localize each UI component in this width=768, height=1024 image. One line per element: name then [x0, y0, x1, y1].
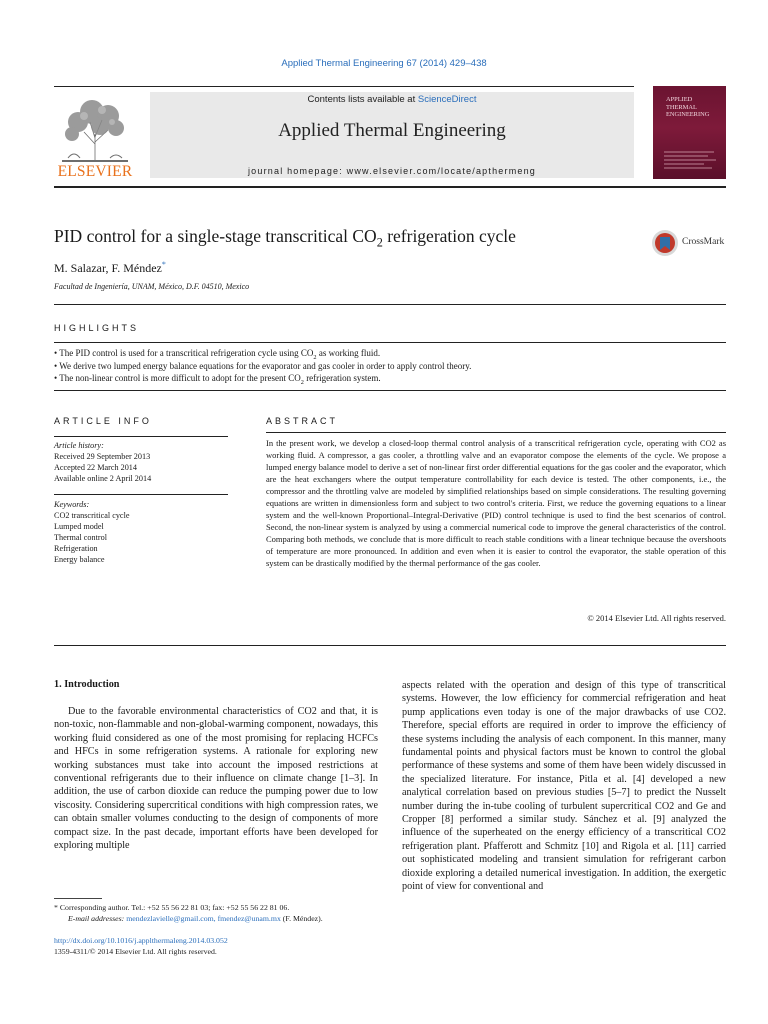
highlight-item: • The PID control is used for a transcritical refrigeration cycle using $CO_2$ as working fluid.	[54, 348, 381, 361]
authors	[54, 260, 166, 276]
cover-title-line: ENGINEERING	[666, 111, 710, 119]
header-top-rule	[54, 86, 634, 87]
divider	[54, 390, 726, 391]
divider	[54, 494, 228, 495]
doi-block	[54, 936, 228, 957]
title-text: PID control for a single-stage transcritical CO	[54, 226, 377, 246]
footnote-contact: * Corresponding author. Tel.: +52 55 56 22 81 03; fax: +52 55 56 22 81 06.	[54, 903, 290, 912]
title-text-end: refrigeration cycle	[382, 226, 516, 246]
doi-link[interactable]: http://dx.doi.org/10.1016/j.applthermaleng.2014.03.052	[54, 936, 228, 945]
corresponding-author-mark[interactable]: *	[161, 260, 166, 269]
divider	[54, 342, 726, 343]
highlights-list	[54, 347, 726, 385]
article-info-heading: ARTICLE INFO	[54, 416, 152, 426]
header-bottom-rule	[54, 186, 726, 188]
article-history	[54, 440, 228, 484]
email-label: E-mail addresses:	[68, 914, 127, 923]
keyword: Refrigeration	[54, 544, 98, 553]
email-suffix: (F. Méndez).	[280, 914, 323, 923]
journal-citation[interactable]: Applied Thermal Engineering 67 (2014) 429–438	[281, 58, 487, 69]
email-links[interactable]: mendezlavielle@gmail.com, fmendez@unam.mx	[126, 914, 281, 923]
journal-homepage[interactable]: journal homepage: www.elsevier.com/locate/apthermeng	[247, 166, 537, 176]
crossmark-icon	[651, 228, 679, 258]
highlight-item: • The non-linear control is more difficult to adopt for the present $CO_2$ refrigeration system.	[54, 373, 381, 386]
divider	[54, 436, 228, 437]
section-heading: 1. Introduction	[54, 679, 120, 690]
sciencedirect-link[interactable]: ScienceDirect	[417, 94, 477, 105]
abstract-heading: ABSTRACT	[266, 416, 339, 426]
keywords-block	[54, 499, 228, 565]
cover-title	[666, 96, 726, 119]
crossmark-label: CrossMark	[682, 237, 725, 247]
journal-title: Applied Thermal Engineering	[278, 120, 506, 141]
cover-title-line: APPLIED	[666, 96, 693, 103]
received-date: Received 29 September 2013	[54, 452, 151, 461]
online-date: Available online 2 April 2014	[54, 474, 152, 483]
divider	[54, 645, 726, 646]
history-label: Article history:	[54, 441, 104, 450]
body-text-left-column: Due to the favorable environmental characteristics of CO2 and that, it is non-toxic, non-flammable and non-global-warming component, nowadays, this working fluid considered as one of the most promising for replacing HCFCs and HFCs in some refrigeration systems. A rationale for exploring new working substances must take into account the imposed restrictions at conventional refrigerants due to their influence on climate change [1–3]. In addition, the use of carbon dioxide can reduce the pumping power due to low viscosity. Considering supercritical conditions with high compression rates, we can obtain smaller volumes conducting to the design of components of more compact size. In the past decade, important efforts have been developed for exploring multiple	[54, 706, 378, 852]
highlights-heading: HIGHLIGHTS	[54, 323, 140, 333]
abstract-text: In the present work, we develop a closed-loop thermal control analysis of a transcritical refrigeration cycle, operating with CO2 as working fluid. A compressor, a gas cooler, a throttling valve and an evaporator compose the elements of the cycle. We propose a lumped energy balance model to derive a set of non-linear first order differential equations for the gas cooler and the evaporator, which are the heat exchangers where the output temperature controllability for each device is tested. The other components, i.e., the compressor and the throttling valve are modeled by simplified relationships based on simple considerations. The resulting governing equations are written in dimensionless form and subject to two control's criteria. First, we reduce the governing equations to a linear system and the well-known Proportional–Integral-Derivative (PID) control technique is used to find the best scenarios of control. Second, the non-linear system is analyzed by using a commercial numerical code to improve the general characteristics of the control. Comparing both methods, we conclude that is more difficult to reach stable conditions with a linear technique because the overshoots of temperature are more pronounced. In addition and even when it is easier to control the evaporator, the stable operation of this system can be drastically modified by the thermal performance of the gas cooler.	[266, 438, 726, 569]
keyword: Thermal control	[54, 533, 107, 542]
keyword: Energy balance	[54, 555, 105, 564]
affiliation: Facultad de Ingeniería, UNAM, México, D.F. 04510, Mexico	[54, 282, 250, 291]
title-subscript: 2	[376, 235, 383, 250]
highlight-item: • We derive two lumped energy balance equations for the evaporator and gas cooler in order to apply control theory.	[54, 360, 472, 371]
cover-title-line: THERMAL	[666, 103, 697, 111]
body-text-right-column: aspects related with the operation and design of this type of transcritical systems. However, the low efficiency for commercial refrigeration and heat pump applications even today is one of the major drawbacks of use CO2. Therefore, special efforts are required in order to improve the efficiency of these systems including the analysis of each component. In this manner, many fundamental points and physical factors must be known to control the global performance of these systems and some of them have been widely discussed in the specialized literature. For instance, Pitla et al. [4] developed a new analytical correlation based on previous studies [5–7] to predict the Nusselt number during the in-tube cooling of turbulent supercritical CO2 and Ge and Cropper [8] performed a similar study. Sánchez et al. [9] analyzed the influence of the superheated on the energy efficiency of a transcritical CO2 refrigeration plant. Pfafferott and Schmitz [10] and Rigola et al. [11] carried out sophisticated modeling and transient simulation for refrigerant carbon dioxide exploring a detailed numerical investigation. In addition, the exergetic point of view for conventional and	[402, 680, 726, 893]
article-title	[54, 226, 634, 250]
footnote	[54, 902, 384, 924]
author-names: M. Salazar, F. Méndez	[54, 261, 162, 275]
contents-prefix: Contents lists available at	[307, 94, 418, 105]
cover-decoration	[664, 150, 718, 172]
divider	[266, 432, 726, 433]
divider	[54, 304, 726, 305]
keyword: CO2 transcritical cycle	[54, 511, 130, 520]
footnote-rule	[54, 898, 102, 899]
issn-line: 1359-4311/© 2014 Elsevier Ltd. All rights reserved.	[54, 946, 217, 956]
accepted-date: Accepted 22 March 2014	[54, 463, 137, 472]
abstract-copyright: © 2014 Elsevier Ltd. All rights reserved.	[587, 613, 726, 623]
contents-line	[150, 94, 634, 105]
publisher-name: ELSEVIER	[57, 163, 133, 180]
keyword: Lumped model	[54, 522, 104, 531]
keywords-label: Keywords:	[54, 500, 90, 509]
crossmark-badge[interactable]	[651, 228, 727, 258]
